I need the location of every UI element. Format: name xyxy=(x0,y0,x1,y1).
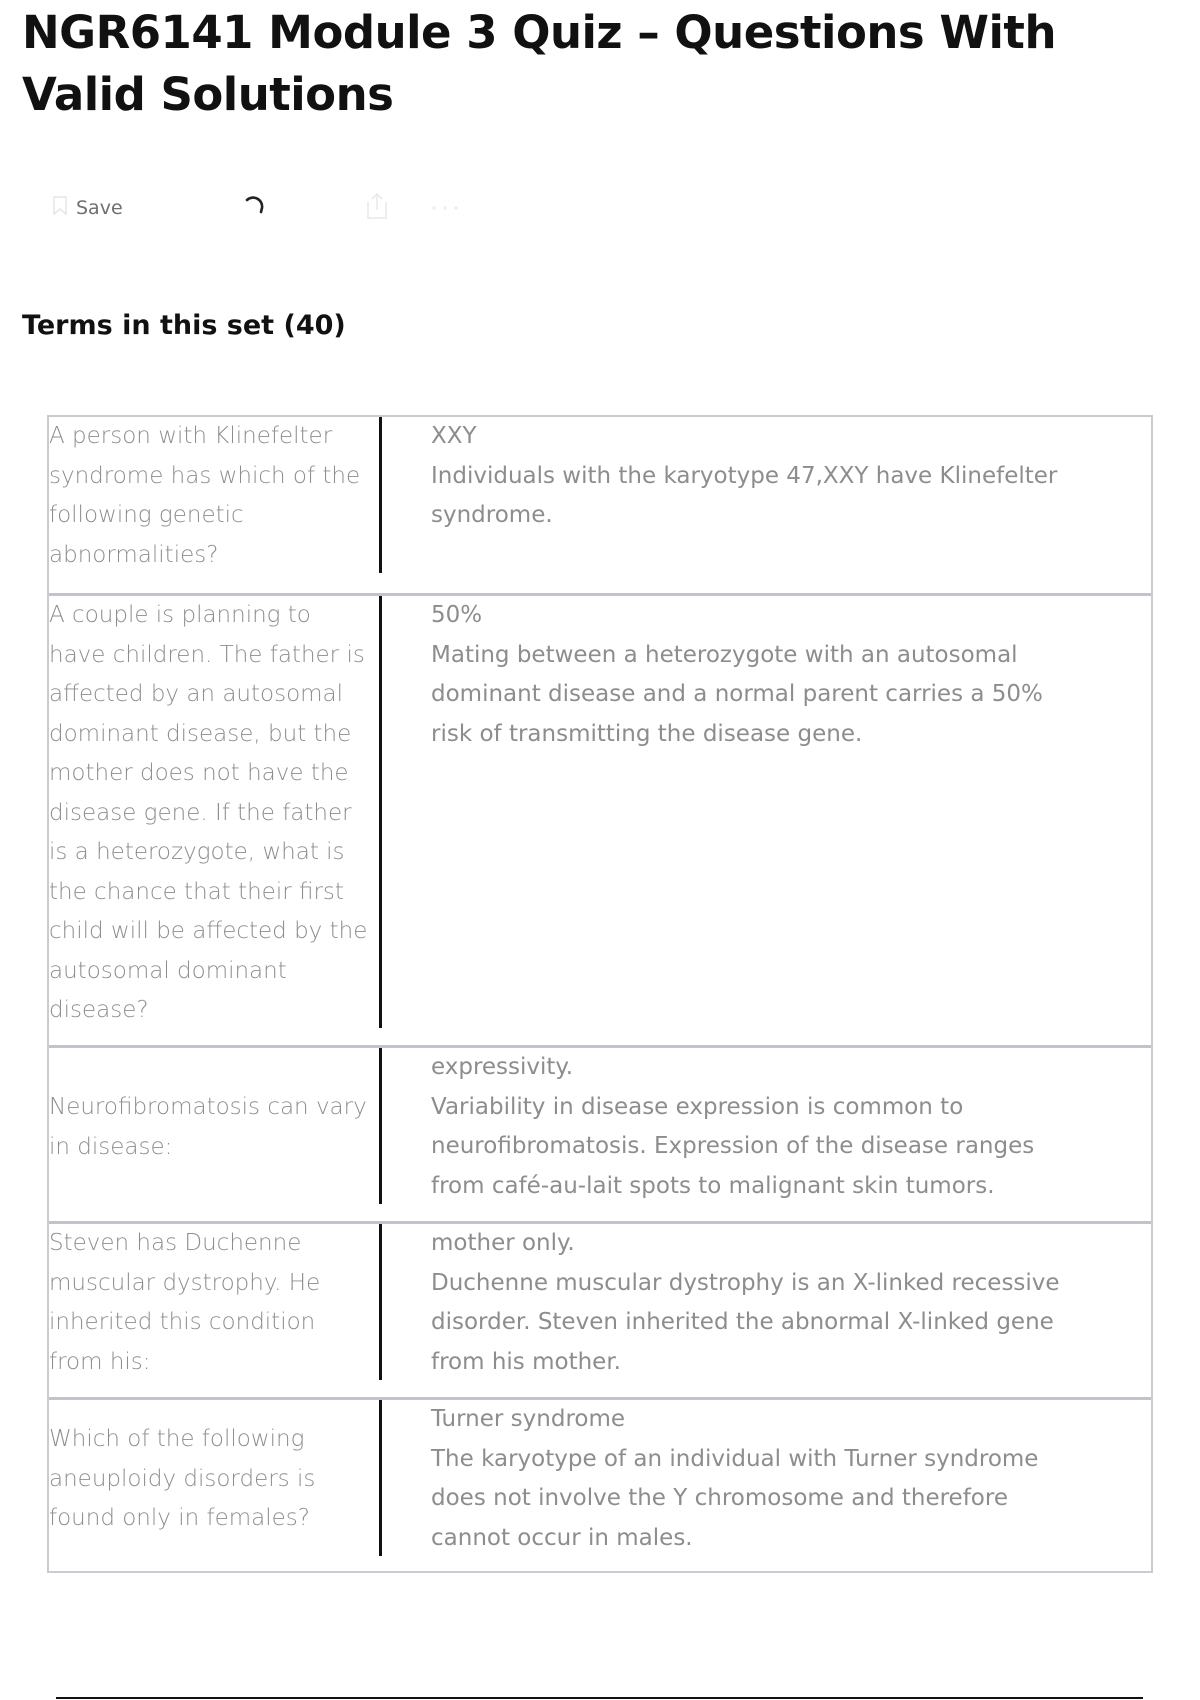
share-button[interactable] xyxy=(364,188,390,228)
term-answer: expressivity. xyxy=(431,1054,574,1080)
term-question: A couple is planning to have children. The father is affected by an autosomal dominant disease, but the mother does not have the disease gene. If the father is a heterozygote, what is the chance that their first child will be affected by the autosomal dominant disease? xyxy=(49,602,368,1023)
term-explanation: The karyotype of an individual with Turner syndrome does not involve the Y chromosome and therefore cannot occur in males. xyxy=(431,1445,1039,1551)
term-question: A person with Klinefelter syndrome has which of the following genetic abnormalities? xyxy=(49,423,361,568)
term-explanation: Individuals with the karyotype 47,XXY have Klinefelter syndrome. xyxy=(431,462,1058,528)
term-definition xyxy=(431,596,1071,754)
save-label: Save xyxy=(76,197,123,219)
column-divider xyxy=(379,417,382,573)
column-divider xyxy=(379,1224,382,1380)
term-definition xyxy=(431,1048,1071,1206)
term-question: Which of the following aneuploidy disorders is found only in females? xyxy=(49,1426,316,1531)
set-toolbar xyxy=(52,188,502,228)
page-title: NGR6141 Module 3 Quiz – Questions With Valid Solutions xyxy=(22,6,1056,121)
term-question: Neurofibromatosis can vary in disease: xyxy=(49,1094,367,1160)
spinner-icon xyxy=(242,193,268,224)
term-answer: Turner syndrome xyxy=(431,1406,626,1432)
term-row[interactable] xyxy=(49,1221,1151,1397)
bookmark-icon xyxy=(52,196,68,221)
loading-indicator xyxy=(242,188,268,228)
more-icon xyxy=(430,199,460,217)
share-icon xyxy=(364,191,390,226)
term-explanation: Mating between a heterozygote with an autosomal dominant disease and a normal parent carries a 50% risk of transmitting the disease gene. xyxy=(431,641,1043,747)
term-answer: mother only. xyxy=(431,1230,575,1256)
page-divider xyxy=(56,1697,1143,1699)
more-button[interactable] xyxy=(430,188,460,228)
term-answer: 50% xyxy=(431,602,483,628)
term-row[interactable] xyxy=(49,417,1151,593)
term-row[interactable] xyxy=(49,1397,1151,1571)
column-divider xyxy=(379,1400,382,1556)
term-definition xyxy=(431,1400,1071,1558)
term-row[interactable] xyxy=(49,1045,1151,1221)
term-explanation: Variability in disease expression is common to neurofibromatosis. Expression of the disease ranges from café-au-lait spots to malignant skin tumors. xyxy=(431,1093,1035,1199)
terms-heading: Terms in this set (40) xyxy=(22,310,346,341)
term-definition xyxy=(431,1224,1071,1382)
terms-table xyxy=(47,415,1153,1573)
term-explanation: Duchenne muscular dystrophy is an X-linked recessive disorder. Steven inherited the abnormal X-linked gene from his mother. xyxy=(431,1269,1060,1375)
column-divider xyxy=(379,596,382,1028)
term-definition xyxy=(431,417,1071,536)
term-answer: XXY xyxy=(431,423,477,449)
term-question: Steven has Duchenne muscular dystrophy. He inherited this condition from his: xyxy=(49,1230,321,1375)
column-divider xyxy=(379,1048,382,1204)
term-row[interactable] xyxy=(49,593,1151,1045)
save-button[interactable] xyxy=(52,188,123,228)
